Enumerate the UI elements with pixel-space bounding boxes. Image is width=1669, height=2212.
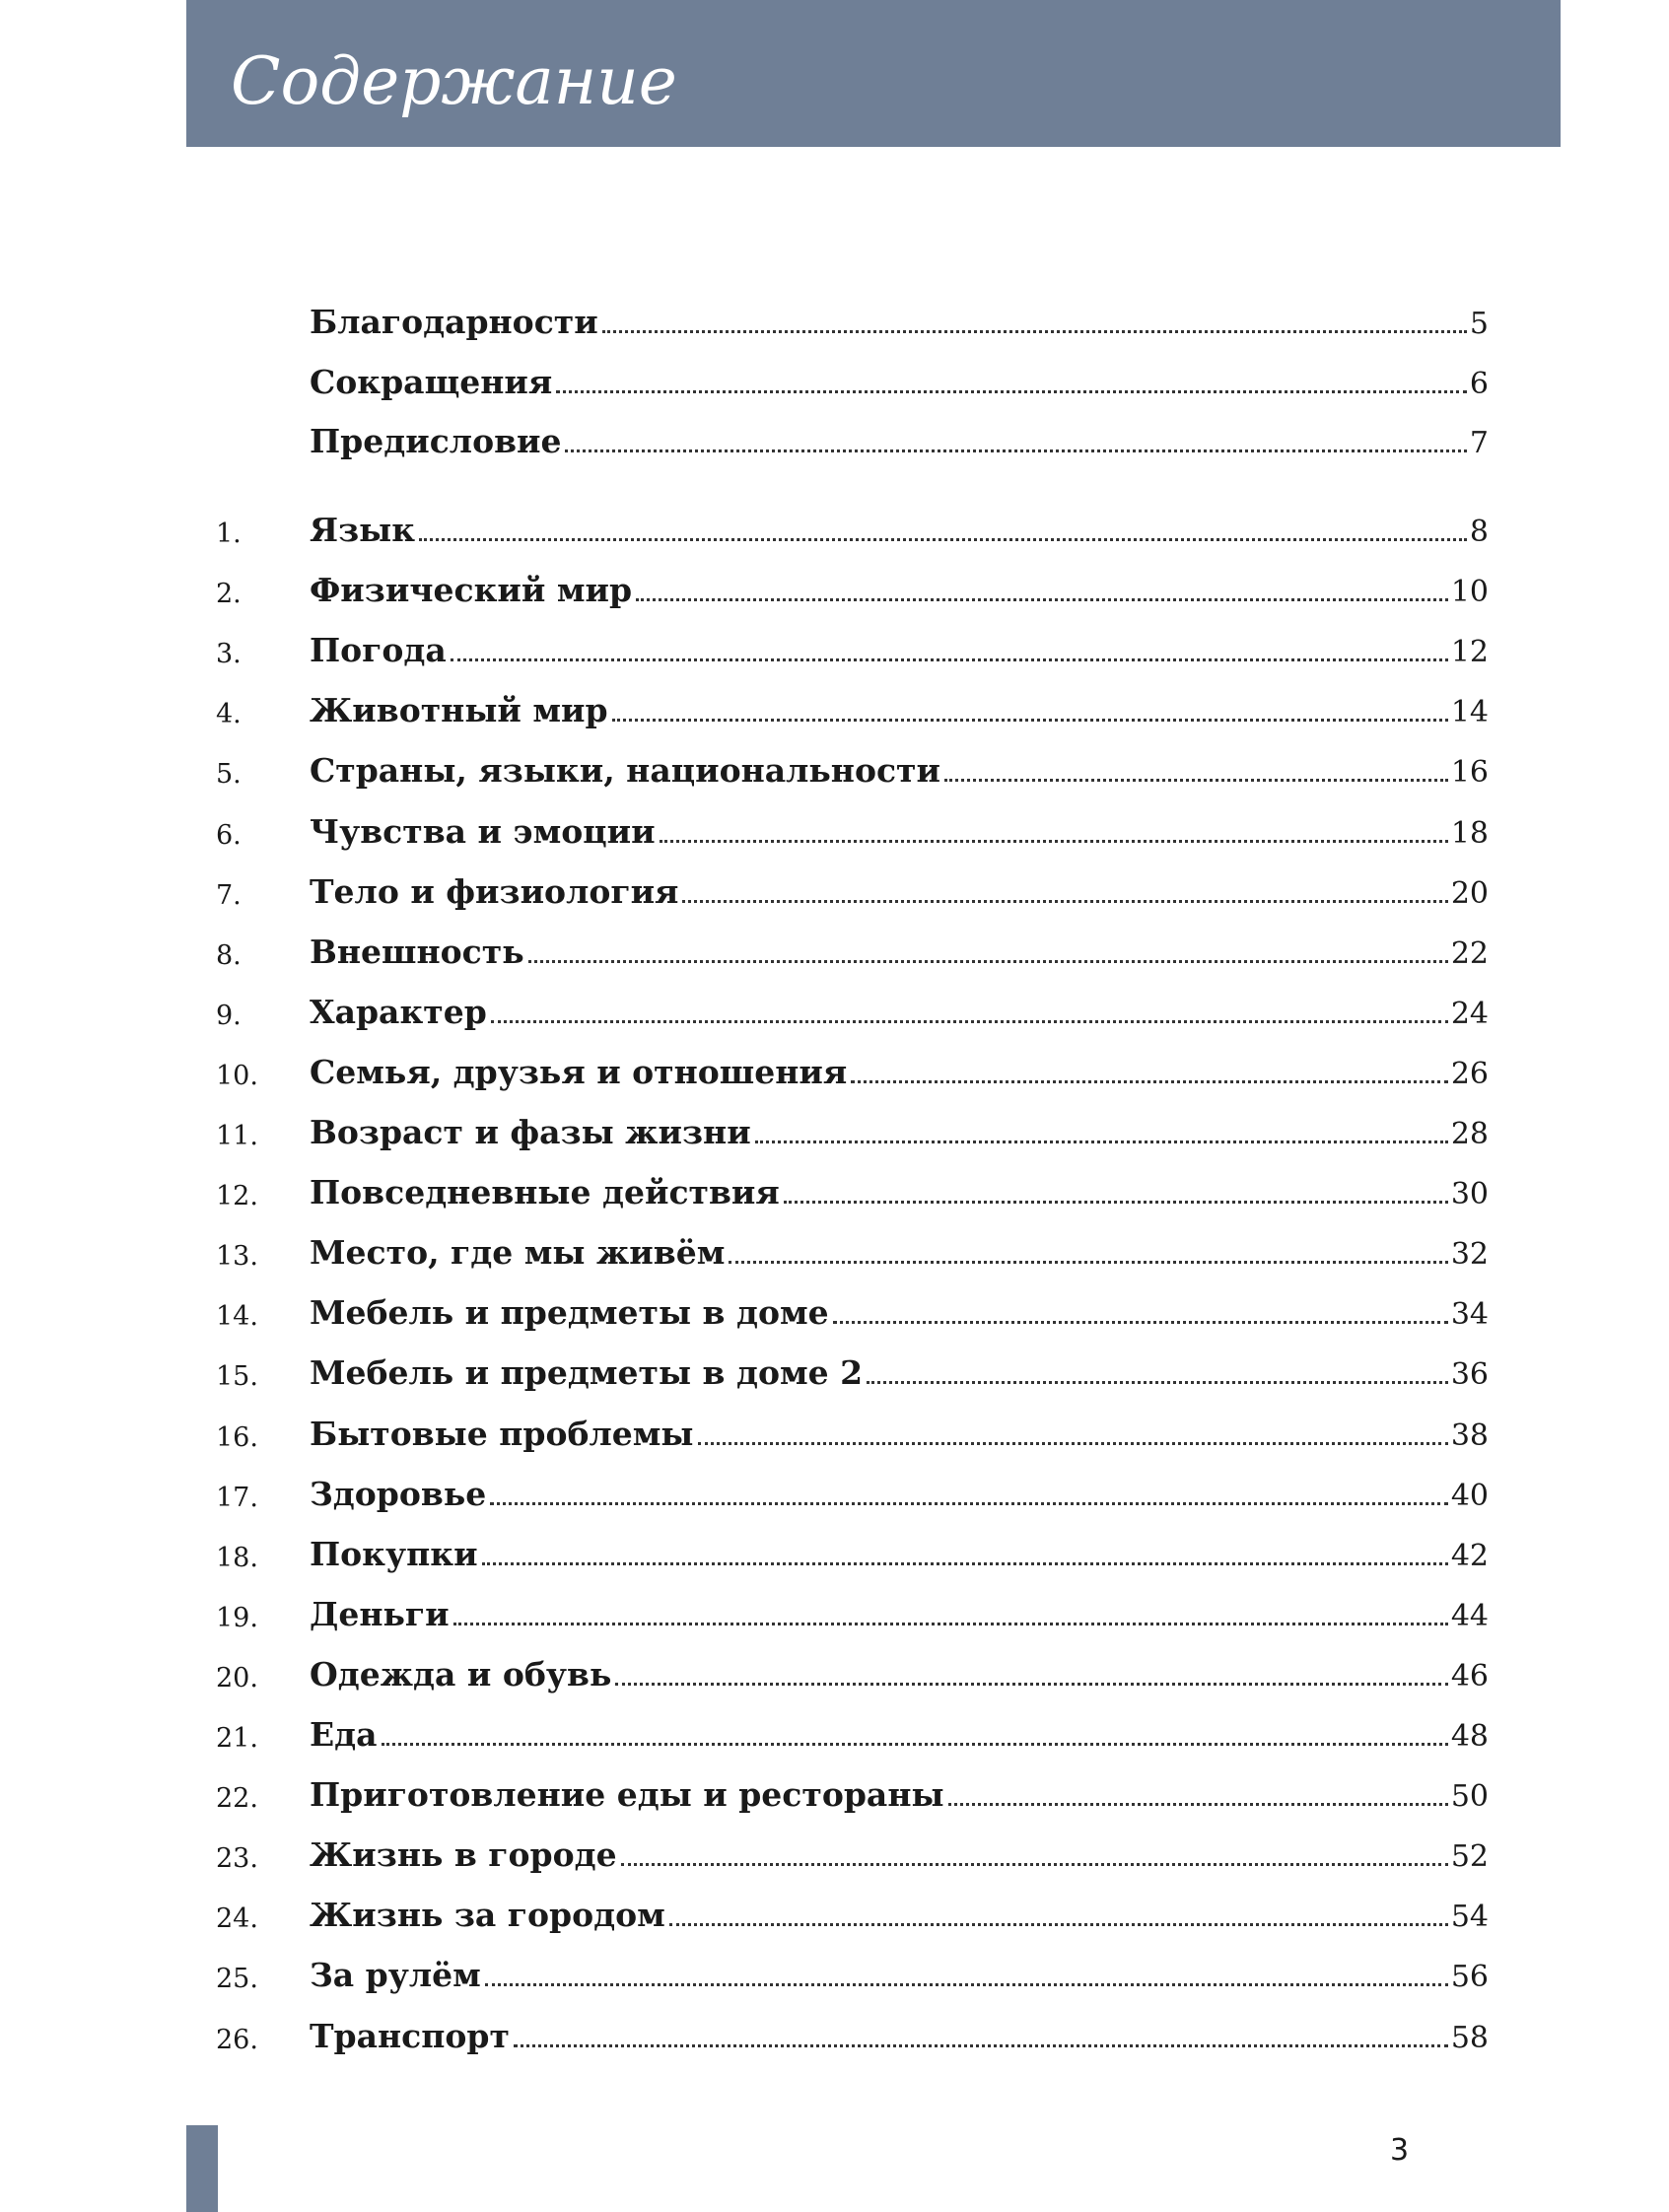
toc-entry-number: 3. — [216, 639, 242, 669]
toc-entry-line — [310, 812, 1489, 851]
toc-entry[interactable] — [0, 805, 1669, 861]
toc-entry-line — [310, 993, 1489, 1031]
toc-entry-title: Мебель и предметы в доме — [310, 1293, 829, 1332]
toc-entry-title: Язык — [310, 511, 416, 549]
toc-entry-page: 38 — [1450, 1418, 1489, 1453]
toc-entry[interactable] — [0, 1588, 1669, 1643]
toc-entry-title: Семья, друзья и отношения — [310, 1053, 848, 1091]
toc-entry-page: 24 — [1450, 997, 1489, 1031]
page-title: Содержание — [231, 43, 677, 119]
toc-entry-title: Физический мир — [310, 571, 633, 609]
toc-entry-number: 4. — [216, 699, 242, 729]
dot-leader — [755, 1141, 1448, 1143]
toc-entry-page: 34 — [1450, 1297, 1489, 1332]
toc-entry-title: Благодарности — [310, 303, 598, 341]
toc-entry-number: 26. — [216, 2025, 258, 2055]
dot-leader — [491, 1020, 1448, 1023]
toc-entry-title: Погода — [310, 631, 447, 669]
toc-entry-number: 9. — [216, 1001, 242, 1031]
dot-leader — [485, 1983, 1448, 1986]
toc-entry[interactable] — [0, 624, 1669, 679]
toc-entry-line — [310, 1595, 1489, 1633]
toc-entry-number: 24. — [216, 1903, 258, 1934]
toc-entry[interactable] — [0, 744, 1669, 799]
dot-leader — [948, 1803, 1448, 1806]
toc-entry-number: 14. — [216, 1301, 258, 1332]
toc-entry-title: Чувства и эмоции — [310, 812, 656, 851]
toc-entry-page: 18 — [1450, 816, 1489, 851]
toc-entry-number: 25. — [216, 1964, 258, 1994]
dot-leader — [682, 900, 1447, 903]
toc-entry-line — [310, 1535, 1489, 1573]
toc-entry-title: Приготовление еды и рестораны — [310, 1775, 944, 1814]
toc-entry[interactable] — [0, 1106, 1669, 1161]
toc-entry-line — [310, 303, 1489, 341]
toc-entry-title: За рулём — [310, 1956, 481, 1994]
toc-entry-page: 8 — [1469, 515, 1489, 549]
toc-entry-number: 16. — [216, 1422, 258, 1453]
toc-entry[interactable] — [0, 356, 1669, 411]
toc-entry-number: 11. — [216, 1121, 258, 1151]
toc-entry-title: Жизнь за городом — [310, 1896, 665, 1934]
dot-leader — [453, 1623, 1448, 1625]
toc-entry-line — [310, 1835, 1489, 1874]
toc-entry-title: Транспорт — [310, 2017, 510, 2055]
toc-entry-number: 2. — [216, 579, 242, 609]
dot-leader — [784, 1201, 1448, 1204]
toc-entry-title: Место, где мы живём — [310, 1233, 726, 1272]
toc-entry-page: 7 — [1469, 426, 1489, 460]
toc-entry-page: 46 — [1450, 1659, 1489, 1694]
toc-entry-line — [310, 1475, 1489, 1513]
dot-leader — [514, 2044, 1448, 2047]
toc-entry-page: 54 — [1450, 1900, 1489, 1934]
toc-entry[interactable] — [0, 1708, 1669, 1763]
header-band — [186, 0, 1561, 147]
toc-entry-page: 44 — [1450, 1599, 1489, 1633]
toc-entry-line — [310, 1113, 1489, 1151]
toc-entry-line — [310, 1655, 1489, 1694]
toc-entry-number: 17. — [216, 1483, 258, 1513]
dot-leader — [867, 1381, 1448, 1384]
toc-entry-number: 12. — [216, 1181, 258, 1211]
toc-entry-title: Тело и физиология — [310, 872, 679, 911]
toc-entry[interactable] — [0, 1648, 1669, 1703]
toc-entry[interactable] — [0, 564, 1669, 619]
toc-entry[interactable] — [0, 926, 1669, 981]
toc-entry-number: 15. — [216, 1361, 258, 1392]
toc-entry-page: 10 — [1450, 575, 1489, 609]
toc-entry-page: 58 — [1450, 2021, 1489, 2055]
toc-entry[interactable] — [0, 415, 1669, 470]
toc-entry-title: Предисловие — [310, 422, 562, 460]
dot-leader — [382, 1743, 1448, 1746]
toc-entry-title: Внешность — [310, 933, 524, 971]
toc-entry-page: 16 — [1450, 755, 1489, 790]
toc-entry[interactable] — [0, 1528, 1669, 1583]
toc-entry-page: 20 — [1450, 876, 1489, 911]
toc-entry[interactable] — [0, 1046, 1669, 1101]
dot-leader — [490, 1502, 1448, 1505]
toc-entry[interactable] — [0, 1468, 1669, 1523]
toc-entry-page: 30 — [1450, 1177, 1489, 1211]
toc-entry-number: 5. — [216, 759, 242, 790]
toc-entry-number: 19. — [216, 1603, 258, 1633]
toc-entry-line — [310, 1775, 1489, 1814]
toc-entry-number: 21. — [216, 1723, 258, 1754]
dot-leader — [621, 1863, 1448, 1866]
toc-entry-page: 5 — [1469, 307, 1489, 341]
dot-leader — [528, 960, 1448, 963]
dot-leader — [698, 1442, 1448, 1445]
toc-entry[interactable] — [0, 1226, 1669, 1281]
toc-entry-title: Одежда и обувь — [310, 1655, 612, 1694]
toc-entry-title: Покупки — [310, 1535, 478, 1573]
toc-entry-number: 1. — [216, 518, 242, 549]
toc-entry-title: Характер — [310, 993, 487, 1031]
toc-entry-title: Животный мир — [310, 691, 608, 729]
toc-entry-page: 48 — [1450, 1719, 1489, 1754]
toc-entry-line — [310, 1053, 1489, 1091]
toc-entry-line — [310, 1233, 1489, 1272]
dot-leader — [669, 1923, 1448, 1926]
toc-entry-line — [310, 1956, 1489, 1994]
toc-entry[interactable] — [0, 1949, 1669, 2004]
toc-entry[interactable] — [0, 296, 1669, 351]
dot-leader — [602, 330, 1467, 333]
toc-entry-line — [310, 1417, 1489, 1451]
toc-entry-number: 20. — [216, 1663, 258, 1694]
toc-entry-title: Сокращения — [310, 363, 553, 401]
toc-entry-title: Мебель и предметы в доме 2 — [310, 1353, 864, 1392]
toc-entry-line — [310, 872, 1489, 911]
toc-entry-line — [310, 1896, 1489, 1934]
toc-entry-line — [310, 571, 1489, 609]
toc-entry[interactable] — [0, 504, 1669, 559]
dot-leader — [612, 719, 1448, 722]
toc-entry-page: 28 — [1450, 1117, 1489, 1151]
toc-entry-title: Повседневные действия — [310, 1173, 780, 1211]
dot-leader — [451, 658, 1448, 661]
toc-entry-title: Жизнь в городе — [310, 1835, 617, 1874]
dot-leader — [615, 1683, 1447, 1686]
footer-tab — [186, 2125, 218, 2212]
dot-leader — [419, 538, 1467, 541]
toc-entry-number: 13. — [216, 1241, 258, 1272]
toc-entry-page: 36 — [1450, 1357, 1489, 1392]
toc-entry-number: 18. — [216, 1543, 258, 1573]
toc-entry-page: 42 — [1450, 1539, 1489, 1573]
toc-entry-line — [310, 511, 1489, 549]
toc-entry-line — [310, 363, 1489, 401]
toc-entry-title: Деньги — [310, 1595, 450, 1633]
toc-entry-page: 26 — [1450, 1057, 1489, 1091]
dot-leader — [565, 449, 1466, 452]
dot-leader — [482, 1562, 1448, 1565]
toc-entry[interactable] — [0, 1408, 1669, 1463]
toc-entry-line — [310, 1173, 1489, 1211]
dot-leader — [660, 840, 1448, 843]
toc-entry-page: 56 — [1450, 1960, 1489, 1994]
toc-entry-line — [310, 751, 1489, 790]
toc-entry[interactable] — [0, 1286, 1669, 1342]
dot-leader — [729, 1261, 1447, 1264]
toc-entry-line — [310, 2017, 1489, 2055]
dot-leader — [556, 390, 1467, 393]
toc-entry[interactable] — [0, 865, 1669, 921]
toc-entry-page: 32 — [1450, 1237, 1489, 1272]
dot-leader — [636, 598, 1448, 601]
toc-entry-number: 10. — [216, 1061, 258, 1091]
dot-leader — [944, 779, 1448, 782]
toc-entry[interactable] — [0, 1768, 1669, 1824]
toc-entry-number: 8. — [216, 940, 242, 971]
toc-entry-line — [310, 691, 1489, 729]
toc-entry[interactable] — [0, 1829, 1669, 1884]
toc-entry-page: 6 — [1469, 367, 1489, 401]
toc-entry-title: Еда — [310, 1715, 378, 1754]
toc-entry[interactable] — [0, 986, 1669, 1041]
toc-entry-page: 52 — [1450, 1839, 1489, 1874]
toc-entry-number: 22. — [216, 1783, 258, 1814]
toc-entry-line — [310, 1293, 1489, 1332]
toc-entry-number: 6. — [216, 820, 242, 851]
dot-leader — [851, 1080, 1448, 1083]
toc-entry-number: 23. — [216, 1843, 258, 1874]
toc-entry[interactable] — [0, 1889, 1669, 1944]
toc-entry[interactable] — [0, 1166, 1669, 1221]
page-number: 3 — [1390, 2133, 1410, 2168]
toc-entry-line — [310, 422, 1489, 460]
dot-leader — [833, 1321, 1448, 1324]
toc-entry-line — [310, 1715, 1489, 1754]
toc-entry-line — [310, 1353, 1489, 1392]
toc-entry-title: Здоровье — [310, 1475, 487, 1513]
toc-entry-page: 14 — [1450, 695, 1489, 729]
toc-entry-title: Возраст и фазы жизни — [310, 1113, 751, 1151]
toc-entry-line — [310, 631, 1489, 669]
toc-entry[interactable] — [0, 684, 1669, 739]
toc-entry-page: 12 — [1450, 635, 1489, 669]
toc-entry[interactable] — [0, 2010, 1669, 2065]
toc-entry-line — [310, 935, 1489, 969]
toc-entry-title: Бытовые проблемы — [310, 1415, 694, 1453]
toc-entry-title: Страны, языки, национальности — [310, 751, 940, 790]
toc-entry-page: 40 — [1450, 1479, 1489, 1513]
toc-entry-number: 7. — [216, 880, 242, 911]
toc-entry-page: 50 — [1450, 1779, 1489, 1814]
toc-entry-page: 22 — [1450, 936, 1489, 971]
toc-entry[interactable] — [0, 1347, 1669, 1402]
